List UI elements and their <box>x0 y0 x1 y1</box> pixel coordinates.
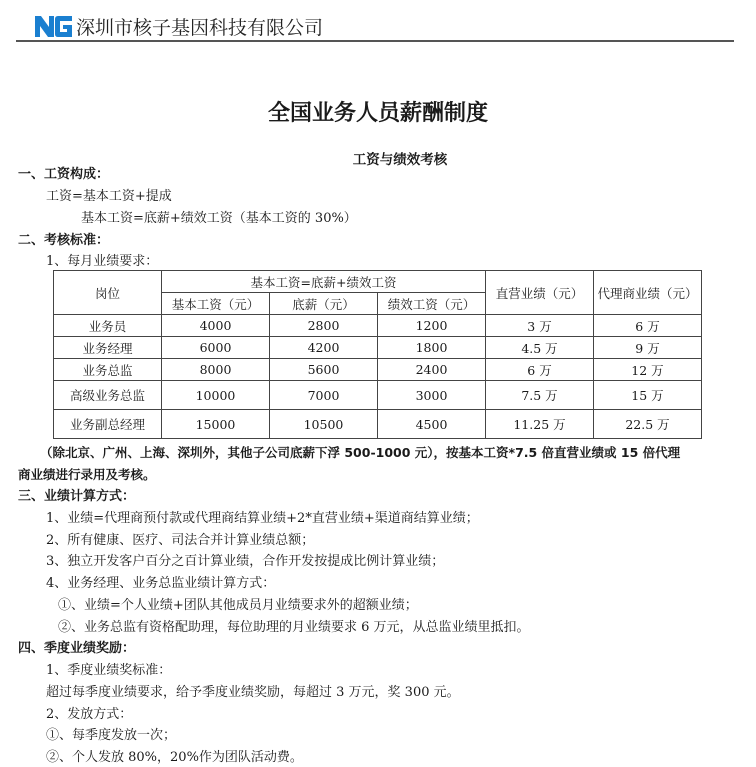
header-agent-sales: 代理商业绩（元） <box>594 271 702 315</box>
company-header <box>34 10 323 42</box>
section1-heading: 一、工资构成： <box>18 167 110 182</box>
section3-item2: 2、所有健康、医疗、司法合并计算业绩总额； <box>46 533 315 548</box>
section3-sub2: ②、业务总监有资格配助理，每位助理的月业绩要求 6 万元，从总监业绩里抵扣。 <box>58 620 530 635</box>
cell-floor: 4200 <box>270 337 378 359</box>
table-row <box>54 359 702 381</box>
cell-base: 8000 <box>162 359 270 381</box>
cell-position: 业务经理 <box>54 337 162 359</box>
cell-position: 业务员 <box>54 315 162 337</box>
section2-heading: 二、考核标准： <box>18 233 110 248</box>
cell-position: 业务总监 <box>54 359 162 381</box>
cell-perf: 1800 <box>378 337 486 359</box>
section3-item3: 3、独立开发客户百分之百计算业绩，合作开发按提成比例计算业绩； <box>46 554 445 569</box>
company-name: 深圳市核子基因科技有限公司 <box>76 16 324 39</box>
table-row <box>54 337 702 359</box>
header-perf-salary: 绩效工资（元） <box>378 293 486 315</box>
cell-agent: 15 万 <box>594 381 702 410</box>
section4-sub1: ①、每季度发放一次； <box>46 728 177 743</box>
header-floor-salary: 底薪（元） <box>270 293 378 315</box>
header-divider <box>16 40 734 42</box>
section1-line1: 工资=基本工资+提成 <box>46 189 172 204</box>
cell-base: 4000 <box>162 315 270 337</box>
cell-direct: 3 万 <box>486 315 594 337</box>
cell-floor: 5600 <box>270 359 378 381</box>
document-subtitle: 工资与绩效考核 <box>352 152 448 168</box>
section4-item1: 1、季度业绩奖标准： <box>46 663 172 678</box>
ng-logo-icon <box>34 14 74 38</box>
cell-direct: 6 万 <box>486 359 594 381</box>
cell-perf: 4500 <box>378 410 486 439</box>
cell-position: 高级业务总监 <box>54 381 162 410</box>
section4-heading: 四、季度业绩奖励： <box>18 641 136 656</box>
section4-sub2: ②、个人发放 80%，20%作为团队活动费。 <box>46 750 303 765</box>
salary-table <box>53 270 702 439</box>
cell-perf: 3000 <box>378 381 486 410</box>
section2-item1: 1、每月业绩要求： <box>46 254 159 269</box>
cell-floor: 7000 <box>270 381 378 410</box>
cell-direct: 4.5 万 <box>486 337 594 359</box>
cell-agent: 9 万 <box>594 337 702 359</box>
cell-position: 业务副总经理 <box>54 410 162 439</box>
cell-direct: 7.5 万 <box>486 381 594 410</box>
section3-item1: 1、业绩=代理商预付款或代理商结算业绩+2*直营业绩+渠道商结算业绩； <box>46 511 479 526</box>
section3-item4: 4、业务经理、业务总监业绩计算方式： <box>46 576 276 591</box>
cell-agent: 12 万 <box>594 359 702 381</box>
cell-base: 6000 <box>162 337 270 359</box>
cell-direct: 11.25 万 <box>486 410 594 439</box>
table-row <box>54 410 702 439</box>
header-position: 岗位 <box>54 271 162 315</box>
cell-base: 10000 <box>162 381 270 410</box>
cell-floor: 2800 <box>270 315 378 337</box>
header-group-basic-salary: 基本工资=底薪+绩效工资 <box>162 271 486 293</box>
document-title: 全国业务人员薪酬制度 <box>267 101 488 126</box>
cell-perf: 1200 <box>378 315 486 337</box>
section3-sub1: ①、业绩=个人业绩+团队其他成员月业绩要求外的超额业绩； <box>58 598 418 613</box>
cell-base: 15000 <box>162 410 270 439</box>
table-note-line1: （除北京、广州、上海、深圳外，其他子公司底薪下浮 500-1000 元），按基本工资*7.5 倍直营业绩或 15 倍代理 <box>40 445 681 460</box>
cell-agent: 6 万 <box>594 315 702 337</box>
cell-perf: 2400 <box>378 359 486 381</box>
section3-heading: 三、业绩计算方式： <box>18 489 136 504</box>
section1-line2: 基本工资=底薪+绩效工资（基本工资的 30%） <box>81 211 357 226</box>
section4-item1-text: 超过每季度业绩要求，给予季度业绩奖励，每超过 3 万元，奖 300 元。 <box>46 685 460 700</box>
table-row <box>54 315 702 337</box>
cell-floor: 10500 <box>270 410 378 439</box>
section4-item2: 2、发放方式： <box>46 707 133 722</box>
table-note-line2: 商业绩进行录用及考核。 <box>18 467 156 482</box>
header-direct-sales: 直营业绩（元） <box>486 271 594 315</box>
table-row <box>54 381 702 410</box>
cell-agent: 22.5 万 <box>594 410 702 439</box>
header-base-salary: 基本工资（元） <box>162 293 270 315</box>
